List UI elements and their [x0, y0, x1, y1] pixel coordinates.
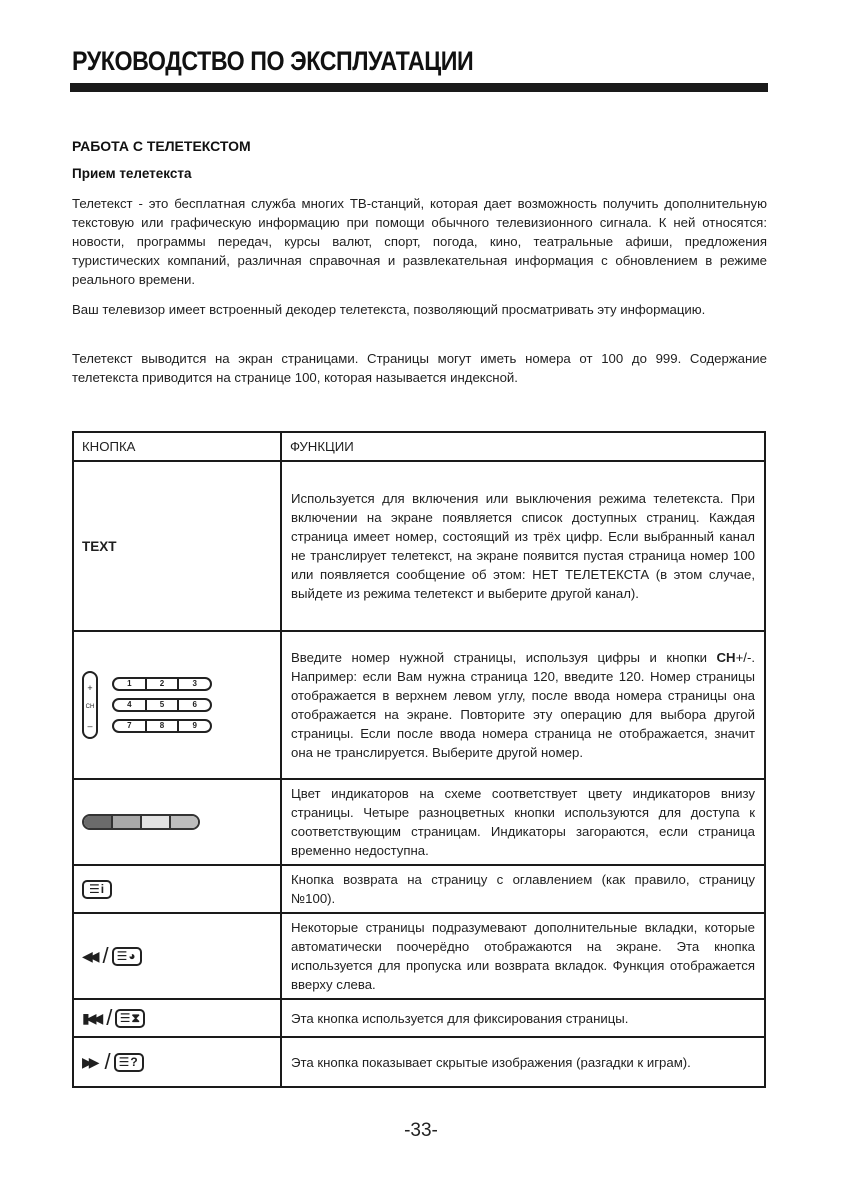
paragraph-decoder: Ваш телевизор имеет встроенный декодер телетекста, позволяющий просматривать эту информацию. [72, 302, 706, 317]
digit-key: 7 [127, 721, 132, 730]
digit-key: 1 [127, 679, 132, 688]
page-number: -33- [404, 1120, 438, 1141]
table-row [73, 913, 765, 999]
function-description: Эта кнопка используется для фиксирования страницы. [281, 999, 765, 1037]
ch-rocker-icon [82, 671, 98, 739]
section-title: РАБОТА С ТЕЛЕТЕКСТОМ [72, 138, 251, 154]
button-functions-table [72, 431, 766, 1088]
digit-key: 8 [145, 721, 178, 731]
digit-key: 2 [145, 679, 178, 689]
function-description: Используется для включения или выключения режима телетекста. При включении на экране появляется список доступных страниц. Каждая страница имеет номер, состоящий из трёх цифр. Если выбранный канал не транслирует телетекст, на экране появится пустая страница номер 100 или появляется сообщение об этом: НЕТ ТЕЛЕТЕКСТА (в этом случае, выйдете из режима телетекст и выберите другой канал). [281, 461, 765, 631]
hold-icon: ☰⧗ [115, 1009, 145, 1028]
digit-row [112, 698, 212, 712]
slash-separator: / [102, 943, 109, 968]
column-header-key: КНОПКА [73, 432, 281, 461]
table-row [73, 999, 765, 1037]
number-keypad-ch-icon [82, 671, 272, 739]
key-cell [73, 999, 281, 1037]
digit-key: 9 [177, 721, 210, 731]
reveal-icon: ☰? [114, 1053, 144, 1072]
digit-key: 5 [145, 700, 178, 710]
prev-hold-icon [82, 1007, 272, 1029]
desc-bold-ch: CH [716, 650, 736, 665]
table-row [73, 631, 765, 779]
digit-keys-icon [112, 677, 212, 733]
index-icon: ☰i [82, 880, 112, 899]
desc-text: Введите номер нужной страницы, используя цифры и кнопки [291, 650, 717, 665]
column-header-functions: ФУНКЦИИ [281, 432, 765, 461]
color-button-4 [169, 816, 198, 828]
skip-back-icon: ▮◀◀ [82, 1009, 100, 1026]
function-description [281, 631, 765, 779]
slash-separator: / [104, 1049, 111, 1074]
color-button-2 [111, 816, 140, 828]
key-cell [73, 461, 281, 631]
digit-key: 6 [177, 700, 210, 710]
fast-forward-icon: ▶▶ [82, 1053, 96, 1070]
color-button-3 [140, 816, 169, 828]
table-header-row [73, 432, 765, 461]
function-description: Эта кнопка показывает скрытые изображения (разгадки к играм). [281, 1037, 765, 1087]
function-description: Цвет индикаторов на схеме соответствует цвету индикаторов внизу страницы. Четыре разноцветных кнопки используются для доступа к соответствующим страницам. Индикаторы загораются, если страница временно недоступна. [281, 779, 765, 865]
header-divider [70, 83, 768, 92]
forward-reveal-icon [82, 1051, 272, 1073]
paragraph-pages: Телетекст выводится на экран страницами. Страницы могут иметь номера от 100 до 999. Содержание телетекста приводится на странице 100, которая называется индексной. [72, 351, 767, 385]
key-cell [73, 631, 281, 779]
function-description: Кнопка возврата на страницу с оглавлением (как правило, страницу №100). [281, 865, 765, 913]
section-subtitle: Прием телетекста [72, 166, 192, 181]
subpage-icon: ☰◕ [112, 947, 142, 966]
text-button-label: TEXT [82, 538, 117, 554]
digit-row [112, 677, 212, 691]
color-button-1 [84, 816, 111, 828]
table-row [73, 461, 765, 631]
key-cell [73, 1037, 281, 1087]
paragraph-intro: Телетекст - это бесплатная служба многих ТВ-станций, которая дает возможность получить дополнительную текстовую или графическую информацию при помощи обычного телевизионного сигнала. К ней относятся: новости, программы передач, курсы валют, спорт, погода, кино, театральные афиши, предложения туристических компаний, различная справочная и развлекательная информация с обновлением в режиме реального времени. [72, 196, 767, 287]
color-buttons-icon [82, 814, 200, 830]
rewind-icon: ◀◀ [82, 947, 96, 964]
desc-text: +/-. Например: если Вам нужна страница 120, введите 120. Номер страницы отображается в верхнем левом углу, после ввода номера страницы она отображается на экране. Повторите эту операцию для выбора другой страницы. Если после ввода номера страница не отображается, значит она не транслируется. Выберите другой номер. [291, 650, 755, 760]
key-cell [73, 779, 281, 865]
table-row [73, 779, 765, 865]
ch-minus-label: – [87, 721, 93, 731]
table-row [73, 1037, 765, 1087]
page-header-title: РУКОВОДСТВО ПО ЭКСПЛУАТАЦИИ [72, 46, 474, 76]
digit-key: 3 [177, 679, 210, 689]
digit-key: 4 [127, 700, 132, 709]
digit-row [112, 719, 212, 733]
key-cell [73, 865, 281, 913]
function-description: Некоторые страницы подразумевают дополнительные вкладки, которые автоматически поочерёдно отображаются на экране. Эта кнопка используется для пропуска или возврата вкладок. Функция отображается вверху слева. [281, 913, 765, 999]
ch-label: CH [85, 704, 95, 710]
table-row [73, 865, 765, 913]
key-cell [73, 913, 281, 999]
rewind-subpage-icon [82, 945, 272, 967]
ch-plus-label: + [87, 683, 93, 693]
slash-separator: / [106, 1005, 113, 1030]
